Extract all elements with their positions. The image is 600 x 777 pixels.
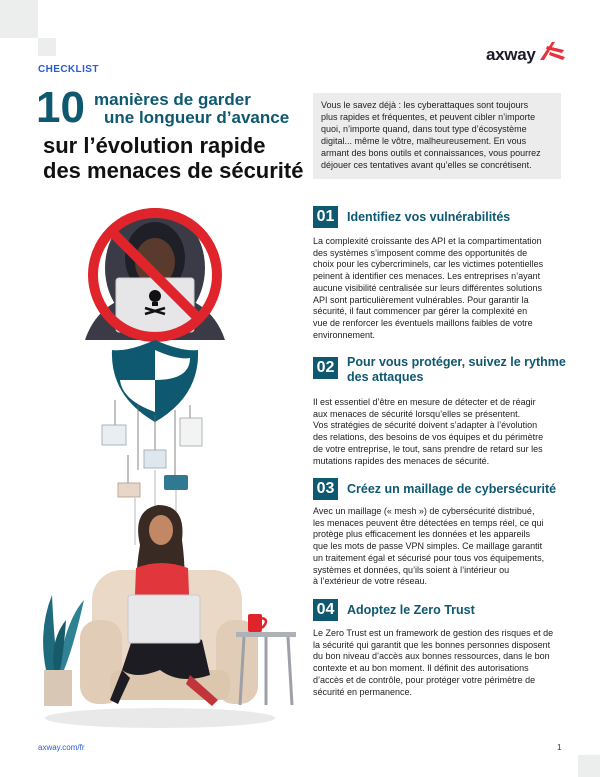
title-line-2: une longueur d’avance xyxy=(104,108,290,127)
body-line: vue de renforcer les éventuels maillons faibles de votre xyxy=(313,317,533,328)
section-1-number: 01 xyxy=(313,206,338,228)
footer-link[interactable]: axway.com/fr xyxy=(38,743,85,752)
section-4-number: 04 xyxy=(313,599,338,621)
body-line: un traitement égal et sécurisé pour tous vos équipements, xyxy=(313,552,545,563)
intro-line: quoi, n’importe quand, dans tout type d’écosystème xyxy=(321,123,527,134)
mug-icon xyxy=(248,614,266,632)
body-line: Vos stratégies de sécurité doivent s’adapter à l’évolution xyxy=(313,420,538,431)
section-2-number: 02 xyxy=(313,357,338,379)
section-3-number: 03 xyxy=(313,478,338,500)
logo-wordmark: axway xyxy=(486,45,536,64)
body-line: protège plus efficacement les données et les appareils xyxy=(313,529,530,540)
body-line: Il est essentiel d’être en mesure de détecter et de réagir xyxy=(313,397,536,407)
title-line-1: manières de garder xyxy=(94,90,251,109)
section-title-line: Identifiez vos vulnérabilités xyxy=(347,210,511,224)
body-line: à l’extérieur de votre réseau. xyxy=(313,576,428,587)
body-line: Le Zero Trust est un framework de gestion des risques et de xyxy=(313,628,554,638)
section-4-title xyxy=(347,603,475,618)
section-3-title xyxy=(347,482,556,497)
shield-icon xyxy=(112,340,198,422)
body-line: peinent à identifier ces menaces. Les entreprises n’ayant xyxy=(313,271,541,282)
body-line: d’accès et de contrôle, pour protéger votre périmètre de xyxy=(313,674,536,685)
title-number: 10 xyxy=(36,83,85,132)
body-line: sécurité, il faut commencer par gérer la complexité en xyxy=(313,306,528,317)
body-line: aux menaces de sécurité lorsqu’elles se présentent. xyxy=(313,408,521,419)
intro-line: digital... même le vôtre, malheureusement. En vous xyxy=(321,135,527,146)
logo-mark-icon xyxy=(538,38,568,62)
phishing-lure-icons xyxy=(102,418,202,497)
section-title-line: Adoptez le Zero Trust xyxy=(347,603,475,617)
body-line: API sont particulièrement vulnérables. Pour garantir la xyxy=(313,294,529,305)
section-4-body xyxy=(313,628,565,698)
title-line-3: sur l’évolution rapide xyxy=(43,133,266,158)
body-line: aucune visibilité centralisée sur leurs différentes solutions xyxy=(313,282,542,293)
body-line: systèmes et données, qu’ils soient à l’intérieur ou xyxy=(313,564,510,575)
body-line: Avec un maillage (« mesh ») de cybersécurité distribué, xyxy=(313,506,535,516)
intro-line: déjouer ces tentatives avant qu’elles se concrétisent. xyxy=(321,159,532,170)
axway-logo[interactable] xyxy=(486,38,566,64)
body-line: choix pour les cybercriminels, car les victimes potentielles xyxy=(313,259,544,270)
corner-decoration-bottom-right xyxy=(578,755,600,777)
intro-line: armant des bons outils et connaissances, vous pourrez xyxy=(321,147,541,158)
body-line: sécurité en permanence. xyxy=(313,686,413,697)
section-title-line: Créez un maillage de cybersécurité xyxy=(347,482,557,496)
body-line: du bon niveau d’accès aux bonnes ressources, dans le bon xyxy=(313,651,550,662)
section-title-line: Pour vous protéger, suivez le rythme xyxy=(347,355,566,369)
body-line: des relations, des besoins de vos équipes et du périmètre xyxy=(313,432,544,443)
section-2-title xyxy=(347,355,566,385)
body-line: La complexité croissante des API et la compartimentation xyxy=(313,236,542,246)
body-line: de votre entreprise, le tout, sans prendre de retard sur les xyxy=(313,443,543,454)
intro-box xyxy=(313,93,561,179)
section-3-body xyxy=(313,506,565,588)
title-line-4: des menaces de sécurité xyxy=(43,158,304,183)
intro-line: Vous le savez déjà : les cyberattaques sont toujours xyxy=(321,100,529,110)
page-number: 1 xyxy=(557,743,562,752)
section-1-body xyxy=(313,236,565,341)
checklist-label: CHECKLIST xyxy=(38,64,99,75)
corner-decoration-top-left xyxy=(0,0,38,38)
security-illustration xyxy=(40,200,300,735)
plant-icon xyxy=(43,595,84,706)
body-line: les menaces peuvent être détectées en temps réel, ce qui xyxy=(313,517,544,528)
body-line: contexte et au bon moment. Il définit des autorisations xyxy=(313,663,529,674)
section-2-body xyxy=(313,397,565,467)
body-line: des systèmes s’imposent comme des opportunités de xyxy=(313,247,528,258)
section-title-line: des attaques xyxy=(347,370,424,384)
intro-line: plus rapides et fréquentes, et peuvent cibler n’importe xyxy=(321,111,536,122)
corner-decoration-small xyxy=(38,38,56,56)
body-line: mutations rapides des menaces de sécurité. xyxy=(313,455,490,466)
section-1-title xyxy=(347,210,510,225)
body-line: que les mots de passe VPN simples. Ce maillage garantit xyxy=(313,541,543,552)
body-line: environnement. xyxy=(313,329,376,340)
body-line: la sécurité qui garantit que les bonnes personnes disposent xyxy=(313,639,551,650)
